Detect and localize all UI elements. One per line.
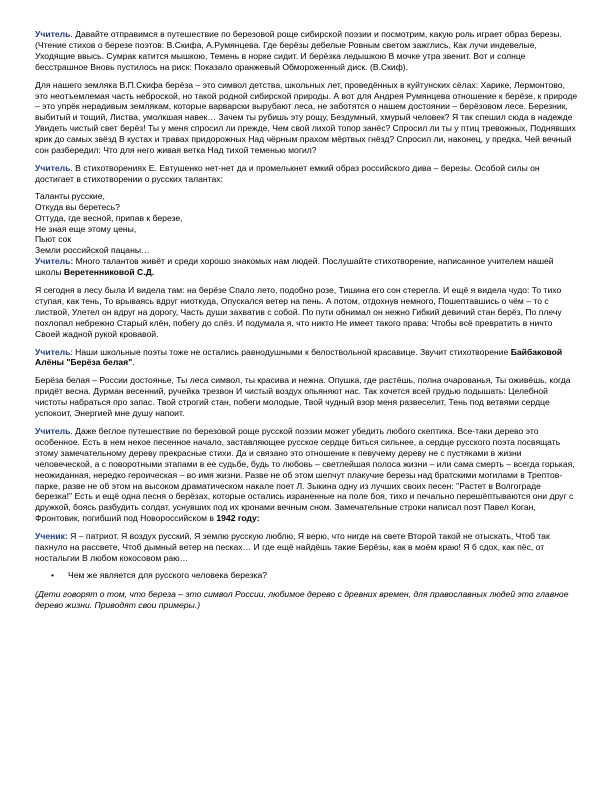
year-text: 1942 году: bbox=[216, 513, 260, 524]
poem-white-birch bbox=[35, 375, 579, 419]
poem-line: Пьют сок bbox=[35, 234, 72, 245]
paragraph-teacher-intro bbox=[35, 29, 579, 73]
paragraph-teacher-talents bbox=[35, 256, 579, 278]
paragraph-text: Берёза белая – России достоянье, Ты леса символ, ты красива и нежна. Опушка, где растёшь, полна очарованья, Ты оживёшь, когда придёт весна. Дурман весенний, ручейка трезвон И чистый воздух опьяняют нас. Так хочется всей грудью подышать: Целебной чистоты набраться про запас. Твой строгий стан, побеги молодые, Твой чудный взор меня развеселит, Тень под ветвями сердце успокоит, Энергией мне душу напоит. bbox=[35, 375, 571, 419]
paragraph-text: Много талантов живёт и среди хорошо знакомых нам людей. Послушайте стихотворение, написанное учителем нашей школы bbox=[35, 256, 554, 278]
author-name: Веретенниковой С.Д. bbox=[63, 267, 155, 278]
paragraph-text: . В стихотворениях Е. Евтушенко нет-нет да и промелькнет емкий образ российского дива – березы. Особой силы он достигает в стихотворении о русских талантах: bbox=[35, 162, 540, 184]
children-note: (Дети говорят о том, что береза – это символ России, любимое дерево с древних времен, для православных людей это главное дерево жизни. Приводят свои примеры.) bbox=[35, 588, 569, 610]
poem-line: Земли российской пацаны… bbox=[35, 245, 150, 256]
speaker-label: Учитель bbox=[35, 426, 71, 436]
poem-line: Таланты русские, bbox=[35, 190, 105, 201]
paragraph-teacher-school-poets bbox=[35, 347, 579, 369]
paragraph-teacher-conclusion bbox=[35, 426, 579, 524]
paragraph-text: Я – патриот. Я воздух русский, Я землю русскую люблю, Я верю, что нигде на свете Второй такой не отыскать, Чтоб так пахнуло на рассвете, Чтоб дымный ветер на песках… И где ещё найдёшь такие Берёзы, как в моём краю! Я б сдох, как пёс, от ностальгии В любом кокосовом раю… bbox=[35, 531, 550, 563]
speaker-label: Учитель bbox=[35, 346, 71, 357]
paragraph-text: Я сегодня в лесу была И видела там: на берёзе Спало лето, подобно розе, Тишина его сон стерегла. И ещё я видела чудо: То тихо ступая, как тень, То врываясь вдруг ниоткуда, Опускался ветер на пень. А потом, отдохнув немного, Пошептавшись о чём – то с листвой, Улетел он вдруг на дорогу, Часть души захватив с собой. По пути обнимал он нежно Гибкий девичий стан берёз, По плечу похлопал небрежно Старый клён, побегу до слёз. И подумала я, что никто Не имеет такого права: Чтобы всё превратить в ничто Своей жадной рукой кровавой. bbox=[35, 285, 562, 339]
poem-line: Оттуда, где весной, припав к березе, bbox=[35, 212, 183, 223]
document-body bbox=[35, 29, 579, 618]
paragraph-evtushenko bbox=[35, 163, 579, 185]
paragraph-text: . Давайте отправимся в путешествие по березовой роще сибирской поэзии и посмотрим, какую роль играет образ березы. (Чтение стихов о березе поэтов: В.Скифа, А.Румянцева. Где берёзы дебелые Ровным светом зажглись, Как лучи индевелые, Уходящие ввысь. Сумрак катится мышкою, Темень в норке сидит. И берёзка ледышкою В мочке утра звенит. Вот и солнце бесстрашное Вновь пустилось на риск: Показало оранжевый Обмороженный диск. (В.Скиф). bbox=[35, 29, 562, 72]
paragraph-text: . Даже беглое путешествие по березовой роще русской поэзии может убедить любого скептика. Все-таки дерево это особенное. Есть в нем некое песенное начало, заставляющее русское сердце биться сильнее, а сердце русского поэта посвящать этому замечательному дереву прекрасные стихи. Да и связано это отношение к певучему дереву не с пустяками в жизни человеческой, а с поворотными этапами в ее судьбе, будь то любовь – светлейшая полоса жизни – или сама смерть – всегда горькая, неожиданная, нередко героическая – во имя жизни. Разве не об этом шепчут плакучие березы над братскими могилами в Трептов-парке, разве не об этом на высоком драматическом накале поет Л. Зыкина одну из лучших своих песен: "Растет в Волгограде березка!" Есть и ещё одна песня о берёзах, которые остались израненные на поле боя, тихо и печально перешёптываются они друг с дружкой, боясь разбудить солдат, уснувших под их кронами вечным сном. Замечательные строки написал поэт Павел Коган, Фронтовик, погибший под Новороссийском в bbox=[35, 426, 575, 524]
poem-title: Байбаковой Алёны "Берёза белая" bbox=[35, 346, 563, 368]
paragraph-student-patriot bbox=[35, 531, 579, 564]
paragraph-text: : Наши школьные поэты тоже не остались равнодушными к белоствольной красавице. Звучит стихотворение bbox=[70, 346, 511, 357]
poem-teacher-forest bbox=[35, 285, 579, 340]
speaker-label: Учитель bbox=[35, 29, 71, 39]
poem-talents bbox=[35, 191, 579, 256]
paragraph-text: Для нашего земляка В.П.Скифа берёза – это символ детства, школьных лет, проведённых в куйтунских сёлах: Харике, Лермонтово, это неотъемлемая часть неброской, но такой родной сибирской природы. А вот для Андрея Румянцева отношение к берёзе, к природе – это упрёк нерадивым землякам, которые варварски вырубают леса, не заботятся о нашем достоянии – берёзовом лесе. Березник, выбитый и тощий, Листва, умолкшая навек… Зачем ты рубишь эту рощу, Бездумный, хмурый человек? Я так спешил сюда в надежде Увидеть чистый свет берёз! Ты у меня спросил ли прежде, Чем свой лихой топор занёс? Спросил ли ты у птиц тревожных, Поднявших крик до самых звёзд В кустах и травах придорожных Над чёрным прахом мёртвых гнёзд? Спросил ли, наконец, у предка, Чей вечный сон разбередил: Что для него живая ветка Над тихой теменью могил? bbox=[35, 79, 578, 156]
speaker-label: Учитель: bbox=[35, 256, 74, 267]
punctuation: . bbox=[132, 357, 135, 368]
speaker-label: Ученик: bbox=[35, 531, 68, 542]
question-list bbox=[35, 570, 579, 581]
question-item: • Чем же является для русского человека березка? bbox=[35, 570, 579, 581]
speaker-label: Учитель bbox=[35, 162, 71, 173]
poem-line: Не зная еще этому цены, bbox=[35, 223, 137, 234]
poem-line: Откуда вы беретесь? bbox=[35, 201, 120, 212]
paragraph-skif-rumyantsev bbox=[35, 80, 579, 156]
